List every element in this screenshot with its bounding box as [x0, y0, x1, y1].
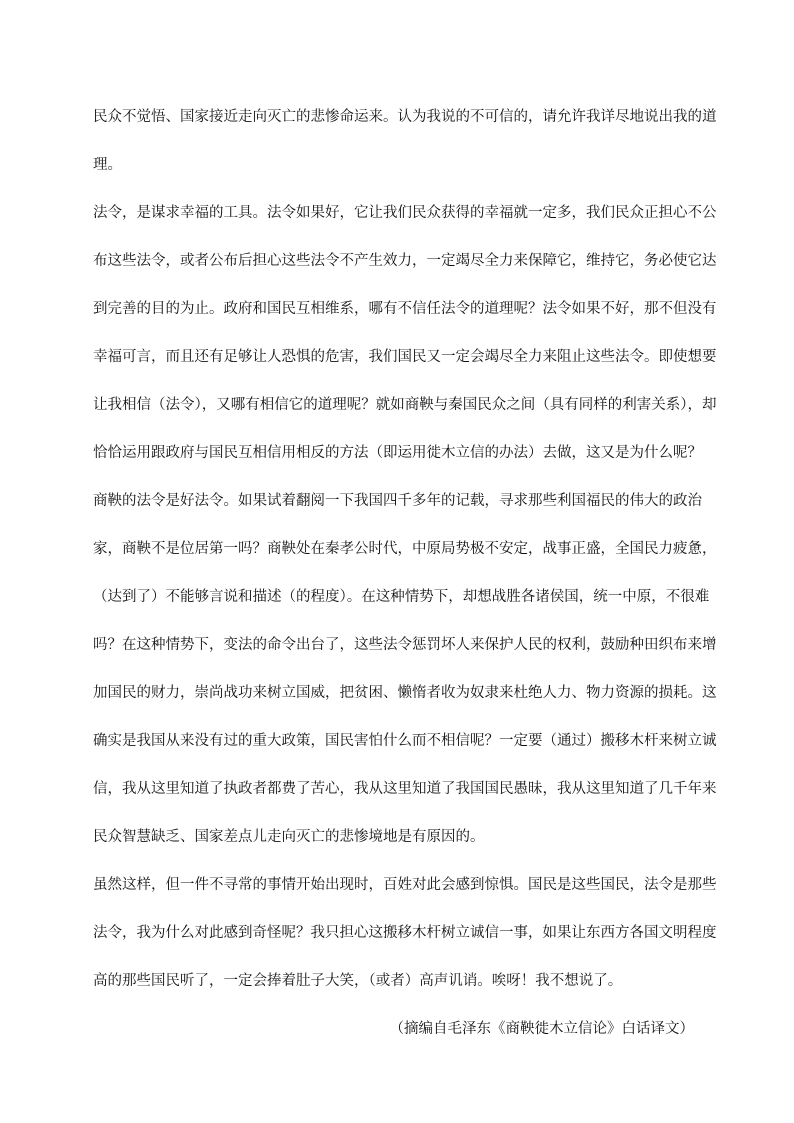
text-line: 让我相信（法令），又哪有相信它的道理呢？就如商鞅与秦国民众之间（具有同样的利害关系），却 — [93, 397, 717, 413]
text-line: 幸福可言，而且还有足够让人恐惧的危害，我们国民又一定会竭尽全力来阻止这些法令。即使想要 — [93, 349, 717, 365]
text-line: 吗？在这种情势下，变法的命令出台了，这些法令惩罚坏人来保护人民的权利，鼓励种田织布来增 — [93, 637, 717, 653]
text-line: 确实是我国从来没有过的重大政策，国民害怕什么而不相信呢？一定要（通过）搬移木杆来树立诚 — [93, 733, 717, 749]
text-line: 商鞅的法令是好法令。如果试着翻阅一下我国四千多年的记载，寻求那些利国福民的伟大的政治 — [93, 493, 702, 509]
text-line: 加国民的财力，崇尚战功来树立国威，把贫困、懒惰者收为奴隶来杜绝人力、物力资源的损耗。这 — [93, 685, 717, 701]
text-line: 恰恰运用跟政府与国民互相信用相反的方法（即运用徙木立信的办法）去做，这又是为什么呢？ — [93, 445, 702, 461]
text-line: 法令，我为什么对此感到奇怪呢？我只担心这搬移木杆树立诚信一事，如果让东西方各国文明程度 — [93, 925, 717, 941]
source-citation: （摘编自毛泽东《商鞅徙木立信论》白话译文） — [389, 1021, 694, 1037]
text-line: 理。 — [93, 157, 122, 173]
text-line: 法令，是谋求幸福的工具。法令如果好，它让我们民众获得的幸福就一定多，我们民众正担心不公 — [93, 205, 717, 221]
text-line: 民众智慧缺乏、国家差点儿走向灭亡的悲惨境地是有原因的。 — [93, 829, 485, 845]
text-line: 布这些法令，或者公布后担心这些法令不产生效力，一定竭尽全力来保障它，维持它，务必使它达 — [93, 253, 717, 269]
text-line: 到完善的目的为止。政府和国民互相维系，哪有不信任法令的道理呢？法令如果不好，那不但没有 — [93, 301, 717, 317]
text-line: 高的那些国民听了，一定会捧着肚子大笑，（或者）高声讥诮。唉呀！我不想说了。 — [93, 973, 623, 989]
text-line: 民众不觉悟、国家接近走向灭亡的悲惨命运来。认为我说的不可信的，请允许我详尽地说出我的道 — [93, 109, 717, 125]
text-line: （达到了）不能够言说和描述（的程度）。在这种情势下，却想战胜各诸侯国，统一中原，不很难 — [93, 589, 710, 605]
text-line: 家，商鞅不是位居第一吗？商鞅处在秦孝公时代，中原局势极不安定，战事正盛，全国民力疲惫， — [93, 541, 717, 557]
text-line: 信，我从这里知道了执政者都费了苦心，我从这里知道了我国国民愚昧，我从这里知道了几千年来 — [93, 781, 717, 797]
text-line: 虽然这样，但一件不寻常的事情开始出现时，百姓对此会感到惊惧。国民是这些国民，法令是那些 — [93, 877, 717, 893]
